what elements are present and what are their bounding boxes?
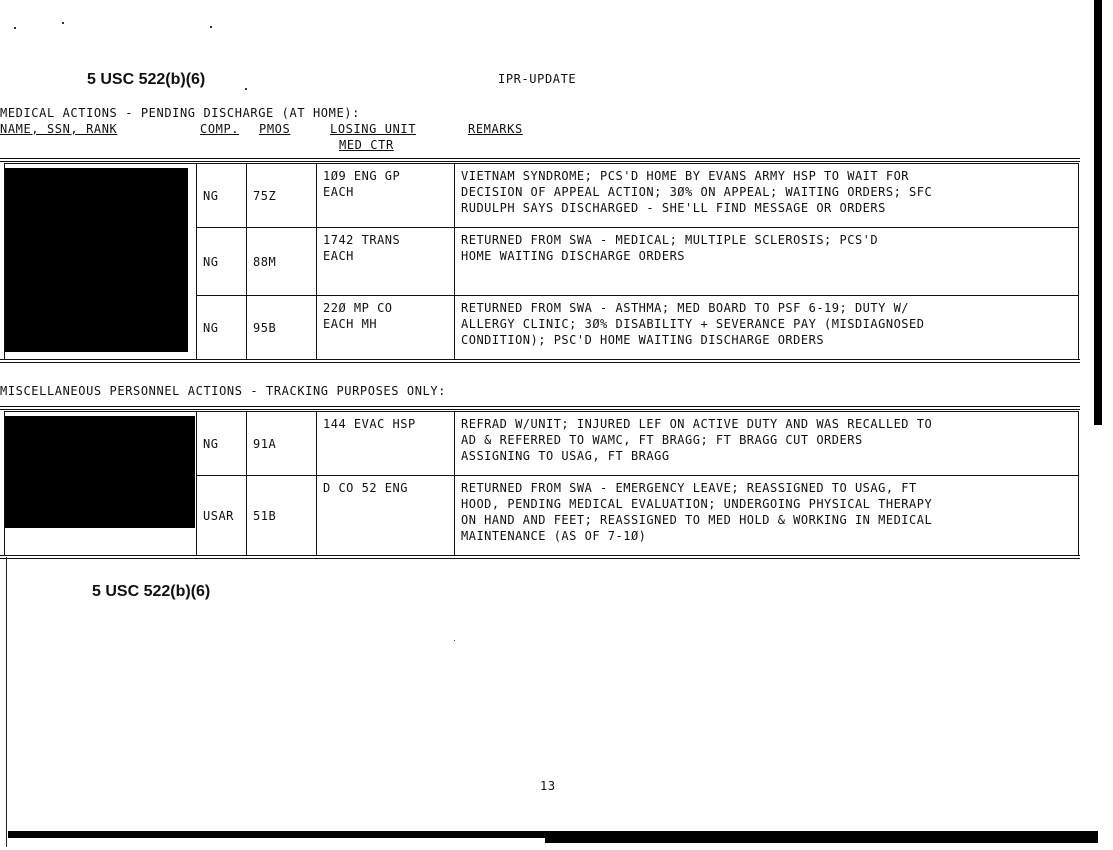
column-header-med-ctr: MED CTR (339, 138, 394, 152)
table-rule (0, 359, 1080, 363)
scan-edge-bar (1094, 0, 1102, 425)
table-row (5, 164, 1079, 228)
comp-cell: NG (197, 164, 247, 228)
remarks-cell: RETURNED FROM SWA - MEDICAL; MULTIPLE SCLEROSIS; PCS'D HOME WAITING DISCHARGE ORDERS (455, 228, 1079, 296)
column-header-pmos: PMOS (259, 122, 291, 136)
remarks-cell: RETURNED FROM SWA - EMERGENCY LEAVE; REASSIGNED TO USAG, FT HOOD, PENDING MEDICAL EVALUATION; UNDERGOING PHYSICAL THERAPY ON HAND AND FEET; REASSIGNED TO MED HOLD & WORKING IN MEDICAL MAINTENANCE (AS OF 7-1Ø) (455, 476, 1079, 556)
comp-cell: NG (197, 296, 247, 360)
table-rule (0, 158, 1080, 162)
losing-unit-cell: 144 EVAC HSP (317, 412, 455, 476)
pmos-cell: 95B (247, 296, 317, 360)
remarks-cell: VIETNAM SYNDROME; PCS'D HOME BY EVANS ARMY HSP TO WAIT FOR DECISION OF APPEAL ACTION; 3Ø% ON APPEAL; WAITING ORDERS; SFC RUDULPH SAYS DISCHARGED - SHE'LL FIND MESSAGE OR ORDERS (455, 164, 1079, 228)
losing-unit-cell: D CO 52 ENG (317, 476, 455, 556)
scan-speck (14, 27, 16, 29)
table-rule (0, 406, 1080, 410)
column-header-remarks: REMARKS (468, 122, 523, 136)
pmos-cell: 51B (247, 476, 317, 556)
column-header-comp: COMP. (200, 122, 240, 136)
name-ssn-rank-cell (5, 412, 197, 556)
losing-unit-cell: 1Ø9 ENG GP EACH (317, 164, 455, 228)
scan-speck (210, 26, 212, 28)
comp-cell: USAR (197, 476, 247, 556)
section-heading-misc: MISCELLANEOUS PERSONNEL ACTIONS - TRACKING PURPOSES ONLY: (0, 384, 447, 398)
exemption-stamp-top: 5 USC 522(b)(6) (87, 71, 206, 88)
comp-cell: NG (197, 412, 247, 476)
page-number: 13 (540, 779, 556, 793)
table-rule (0, 555, 1080, 559)
column-header-name: NAME, SSN, RANK (0, 122, 118, 136)
pmos-cell: 91A (247, 412, 317, 476)
pmos-cell: 88M (247, 228, 317, 296)
page-title: IPR-UPDATE (498, 72, 577, 86)
scan-speck (454, 640, 455, 641)
remarks-cell: REFRAD W/UNIT; INJURED LEF ON ACTIVE DUTY AND WAS RECALLED TO AD & REFERRED TO WAMC, FT BRAGG; FT BRAGG CUT ORDERS ASSIGNING TO USAG, FT BRAGG (455, 412, 1079, 476)
scan-bottom-bar (8, 831, 1098, 838)
misc-actions-table (4, 411, 1079, 556)
redaction-block (5, 168, 188, 352)
scan-bottom-bar (545, 838, 1098, 843)
losing-unit-cell: 22Ø MP CO EACH MH (317, 296, 455, 360)
column-header-losing-unit: LOSING UNIT (330, 122, 417, 136)
comp-cell: NG (197, 228, 247, 296)
pmos-cell: 75Z (247, 164, 317, 228)
section-heading-medical: MEDICAL ACTIONS - PENDING DISCHARGE (AT HOME): (0, 106, 360, 120)
scan-speck (62, 22, 64, 24)
scan-speck (245, 88, 247, 90)
medical-actions-table (4, 163, 1079, 360)
losing-unit-cell: 1742 TRANS EACH (317, 228, 455, 296)
redaction-block (5, 416, 195, 528)
scan-margin-line (6, 557, 7, 847)
exemption-stamp-bottom: 5 USC 522(b)(6) (92, 583, 211, 600)
table-row (5, 412, 1079, 476)
remarks-cell: RETURNED FROM SWA - ASTHMA; MED BOARD TO PSF 6-19; DUTY W/ ALLERGY CLINIC; 3Ø% DISABILITY + SEVERANCE PAY (MISDIAGNOSED CONDITION); PSC'D HOME WAITING DISCHARGE ORDERS (455, 296, 1079, 360)
name-ssn-rank-cell (5, 164, 197, 360)
